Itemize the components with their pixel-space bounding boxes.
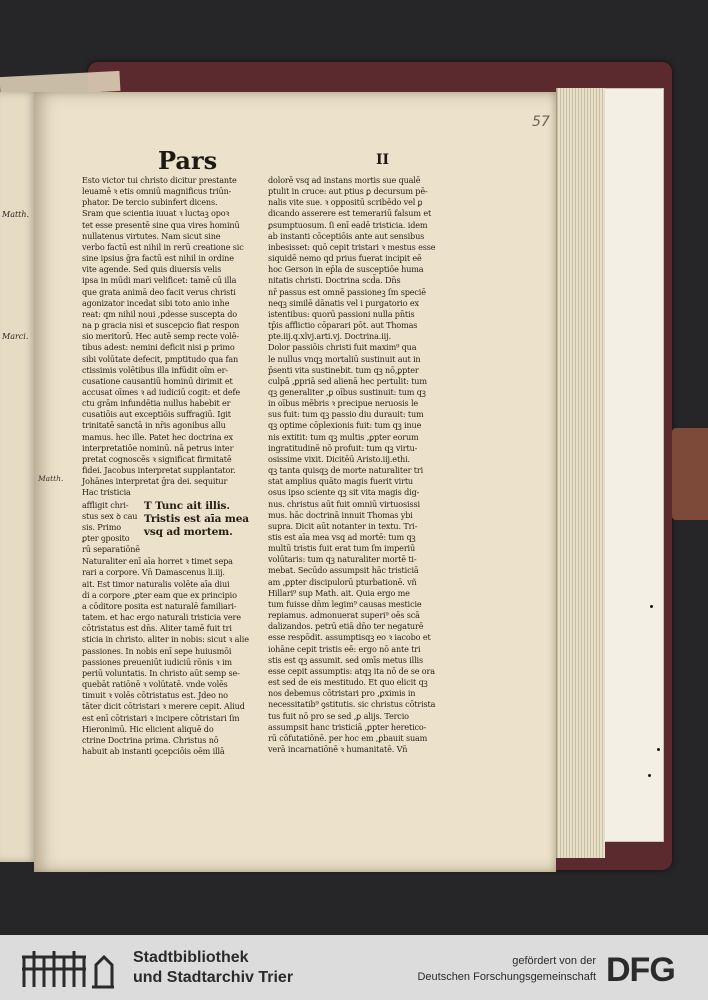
- cover-endpaper: [600, 88, 664, 842]
- text-line: trinitatē sanctā in nr̄is agonibus allu: [82, 420, 226, 431]
- library-line-2: und Stadtarchiv Trier: [133, 969, 294, 986]
- text-line: tp̄is afflictio cōparari pōt. aut Thomas: [268, 320, 418, 331]
- text-line: multū tristis fuit erat tum ſm imperiū: [268, 543, 416, 554]
- text-line: na p gracia nisi et suscepcio fiat respon: [82, 320, 240, 331]
- text-line: ꝑter ꝯposito: [82, 533, 130, 543]
- margin-note: Matth.: [38, 474, 64, 483]
- text-line: passiones. In nobis enī sepe huiusmōi: [82, 645, 232, 656]
- text-line: nis extitit: tum qꝫ multis ,ꝑpter eorum: [268, 431, 419, 442]
- text-line: p̄senti vita sustinebit. tum qꝫ nō,ꝑpter: [268, 364, 419, 375]
- library-name: [133, 948, 293, 988]
- text-line: phator. De tercio subinfert dicens.: [82, 197, 218, 208]
- text-line: osus ipso sciente qꝫ sit vita magis dig-: [268, 487, 420, 498]
- text-line: siquidē nemo qd prius fuerat incipit eē: [268, 253, 422, 264]
- left-margin-note: Marci.: [2, 332, 29, 341]
- text-line: timuit ꝛ volēs cōtristatus est. Jdeo no: [82, 690, 228, 701]
- scan-speck: [650, 605, 653, 608]
- folio-number: 57: [532, 114, 550, 130]
- text-line: Esto victor tui christo dicitur prestante: [82, 175, 237, 185]
- text-line: necessitatib⁹ ꝯstitutis. sic christus cōtrista: [268, 699, 436, 710]
- text-line: hoc Gerson in ep̄la de susceptiōe huma: [268, 264, 424, 275]
- text-line: nullatenus virtutes. Nam sicut sine: [82, 230, 221, 241]
- text-line: ꝑsumptuosum. ſi enī eadē tristicia. idem: [268, 219, 428, 230]
- text-line: est sed de eis mestitudo. Et quo elicit qꝫ: [268, 677, 428, 688]
- funding-line-2: Deutschen Forschungsgemeinschaft: [417, 971, 596, 983]
- funding-line-1: gefördert von der: [512, 955, 596, 967]
- text-line: accusat oīmes ꝛ ad iudiciū cogit: et defe: [82, 386, 240, 397]
- text-line: nos debemus cōtristari pro ,ꝑximis in: [268, 688, 416, 699]
- text-line: tum fuisse dn̄m legim⁹ causas mesticie: [268, 598, 422, 609]
- text-line: affligit chri-: [82, 499, 129, 510]
- text-line: periū voluntatis. In christo aūt semp se-: [82, 667, 240, 678]
- text-line: sine ipsius ḡra factū est nihil in ordine: [82, 253, 234, 264]
- text-line: neqꝫ similē dānatis vel i purgatorio ex: [268, 297, 419, 308]
- text-line: ctrine Doctrina prima. Christus nō: [82, 734, 219, 745]
- text-line: Sram que scientia iuuat ꝛ luctaꝫ opoꝛ: [82, 208, 230, 219]
- text-line: Naturaliter enī aīa horret ꝛ timet sepa: [82, 556, 233, 567]
- text-line: nr̄ passus est omnē passioneꝫ ſm speciē: [268, 286, 426, 297]
- text-line: repiamus. admonuerat superi⁹ oēs scā: [268, 610, 420, 621]
- scan-speck: [648, 774, 651, 777]
- text-line: volūtaris: tum qꝫ naturaliter mortē ti-: [268, 554, 417, 565]
- text-line: istentibus: quorū passioni nulla pn̄tis: [268, 308, 415, 319]
- right-text-column: [268, 175, 444, 755]
- text-line: Hillari⁹ sup Math. ait. Quia ergo me: [268, 587, 410, 598]
- text-line: vsq ad mortem.: [143, 525, 233, 538]
- dfg-logo: DFG: [606, 951, 675, 989]
- text-line: sibi volūtate defecit, pmptitudo qua fan: [82, 353, 239, 364]
- text-line: est enī cōtristari ꝛ incipere cōtristari ſm: [82, 712, 240, 723]
- text-line: ab instanti cōceptiōis ante aut sensibus: [268, 230, 425, 241]
- text-line: osissime vixit. Dicitēū Aristo.iij.ethi.: [268, 453, 410, 464]
- text-line: tatem. et hac ergo naturali tristicia vere: [82, 612, 241, 623]
- left-margin-note: Matth.: [2, 210, 30, 219]
- text-line: verā incarnatiōnē ꝛ humanitatē. Vn̄: [268, 743, 408, 754]
- text-line: ptulit in cruce: aut ptius ꝑ decursum pē-: [268, 186, 428, 197]
- text-line: Johānes interpretat ḡra dei. sequitur: [82, 476, 228, 487]
- text-line: agonizator incedat sibi toto anio inhe: [82, 297, 230, 308]
- text-line: ctu grām infundētia nullus habebit er: [82, 398, 231, 409]
- funding-note: [417, 953, 596, 985]
- text-line: Hac tristicia: [82, 487, 131, 498]
- text-line: a cōditore posita est naturalē familiari-: [82, 600, 237, 611]
- lemma-text: [144, 500, 249, 556]
- text-line: pte.iij.q.xlvj.arti.vj. Doctrina.iij.: [268, 331, 391, 342]
- text-line: dalizandos. petrū etiā dn̄o ter negaturē: [268, 621, 424, 632]
- scan-speck: [657, 748, 660, 751]
- text-line: verbo factū est nihil in rerū creatione sic: [82, 241, 244, 252]
- text-line: tibus adest: nemini deficit nisi ꝑ primo: [82, 342, 235, 353]
- text-line: Hieronimū. Hic elicient aliquē do: [82, 723, 214, 734]
- text-line: T Tunc ait illis.: [143, 499, 230, 512]
- text-line: rari a corpore. Vn̄ Damascenus li.iij.: [82, 567, 225, 578]
- text-line: dicando asserere est temerariū falsum et: [268, 208, 432, 219]
- text-line: Tristis est aīa mea: [143, 512, 249, 525]
- text-line: que grata animā deo facit verus christi: [82, 286, 236, 297]
- text-line: qꝫ generaliter ,ꝑ oībus sustinuit: tum qꝫ: [268, 386, 426, 397]
- page-edges: [556, 88, 605, 858]
- text-line: sus fuit: tum qꝫ passio diu durauit: tum: [268, 409, 424, 420]
- text-line: qꝫ optime cōplexionis fuit: tum qꝫ inue: [268, 420, 422, 431]
- text-line: stat amplius quāto magis fuerit virtu: [268, 476, 413, 487]
- text-line: qꝫ tanta quisqꝫ de morte naturaliter tri: [268, 465, 424, 476]
- text-line: tus fuit nō pro se sed ,ꝑ alijs. Tercio: [268, 710, 409, 721]
- text-line: iohāne cepit tristis eē: ergo nō ante tri: [268, 643, 421, 654]
- text-line: rū separatiōnē: [82, 544, 140, 555]
- lemma-gloss: [82, 500, 140, 556]
- text-line: rū cōfutatiōnē. per hoc em ,ꝑbauit suam: [268, 732, 428, 743]
- text-line: ingratitudinē nō profuit: tum qꝫ virtu-: [268, 442, 418, 453]
- text-line: esse cepit assumptis: atqꝫ ita nō de se ora: [268, 665, 435, 676]
- text-line: stus sex ꝺ cau: [82, 510, 138, 521]
- running-head-left: Pars: [158, 146, 218, 175]
- text-line: tet esse presentē sine qua vires hominū: [82, 219, 240, 230]
- text-line: supra. Dicit aūt notanter in textu. Tri-: [268, 520, 418, 531]
- text-line: nalis vite sue. ꝛ oppositū scribēdo vel ꝑ: [268, 197, 423, 208]
- text-line: vite agende. Sed quis diuersis velis: [82, 264, 222, 275]
- text-line: sis. Primo: [82, 521, 121, 532]
- text-line: leuamē ꝛ etis omniū magnificus triūn-: [82, 186, 232, 197]
- text-line: culpā ,ꝑpriā sed alienā hec pertulit: tum: [268, 375, 427, 386]
- text-line: esse respōdit. assumptisqꝫ eo ꝛ iacobo et: [268, 632, 431, 643]
- text-line: quebāt ratiōnē ꝛ volūtatē. vnde volēs: [82, 679, 228, 690]
- book-tab: [672, 428, 708, 520]
- text-line: ctissimis volētibus illa infūdit oīm er-: [82, 364, 228, 375]
- text-line: assumpsit hanc tristiciā ,ꝑpter heretico-: [268, 721, 427, 732]
- text-line: cusatiōis aut exceptiōis suffragiū. Igit: [82, 409, 231, 420]
- text-line: nus. christus aūt fuit omniū virtuosissi: [268, 498, 420, 509]
- text-line: in oībus mēbris ꝛ precipue neruosis le: [268, 398, 419, 409]
- text-line: reat: qm nihil noui ,pdesse suscepta do: [82, 308, 237, 319]
- text-line: habuit ab instanti ꝯcepciōis oēm illā: [82, 745, 225, 756]
- left-text-column: [82, 175, 254, 757]
- library-logo-icon: [18, 943, 118, 993]
- text-line: nitatis christi. Doctrina scd̄a. Dn̄s: [268, 275, 401, 286]
- text-line: mus. hāc doctrinā innuit Thomas ybi: [268, 509, 413, 520]
- text-line: inbesisset: quō cepit tristari ꝛ mestus esse: [268, 241, 436, 252]
- text-line: am ,ꝑpter discipulorū pturbationē. vñ: [268, 576, 417, 587]
- text-line: cusatione causantiū hominū dirimit et: [82, 375, 233, 386]
- text-line: di a corpore ,ꝑter eam que ex principio: [82, 589, 237, 600]
- text-line: cōtristatus est dn̄s. Aliter tamē fuit tri: [82, 623, 232, 634]
- text-line: Dolor passiōis christi fuit maxim⁹ qua: [268, 342, 417, 353]
- text-line: interpretatiōe nominū. nā petrus inter: [82, 442, 234, 453]
- footer-bar: [0, 935, 708, 1000]
- text-line: stis est qꝫ assumit. sed omīs metus illis: [268, 654, 423, 665]
- text-line: dolorē vsq ad instans mortis sue qualē: [268, 175, 421, 185]
- running-head-right: II: [376, 152, 390, 168]
- text-line: stis est aīa mea vsq ad mortē: tum qꝫ: [268, 532, 416, 542]
- text-line: le nullus vnqꝫ mortaliū sustinuit aut in: [268, 353, 421, 364]
- text-line: tāter dicit cōtristari ꝛ merere cepit. Aliud: [82, 701, 245, 712]
- text-line: passiones preueniūt iudiciū rōnis ꝛ im: [82, 656, 232, 667]
- text-line: ipsa in mūdi mari velificet: tamē cū illa: [82, 275, 237, 286]
- text-line: mebat. Secūdo assumpsit hāc tristiciā: [268, 565, 419, 576]
- text-line: pretat cognoscēs ꝛ significat firmitatē: [82, 453, 232, 464]
- text-line: sticia in christo. aliter in nobis: sicut ꝛ alie: [82, 634, 249, 645]
- text-line: mamus. hec ille. Patet hec doctrina ex: [82, 431, 233, 442]
- text-line: fidei. Jacobus interpretat supplantator.: [82, 465, 236, 476]
- library-line-1: Stadtbibliothek: [133, 949, 249, 966]
- text-line: sio meritorū. Hec autē semp recte volē-: [82, 331, 239, 342]
- text-line: ait. Est timor naturalis volēte aīa diui: [82, 578, 230, 589]
- lemma-block: [82, 500, 254, 556]
